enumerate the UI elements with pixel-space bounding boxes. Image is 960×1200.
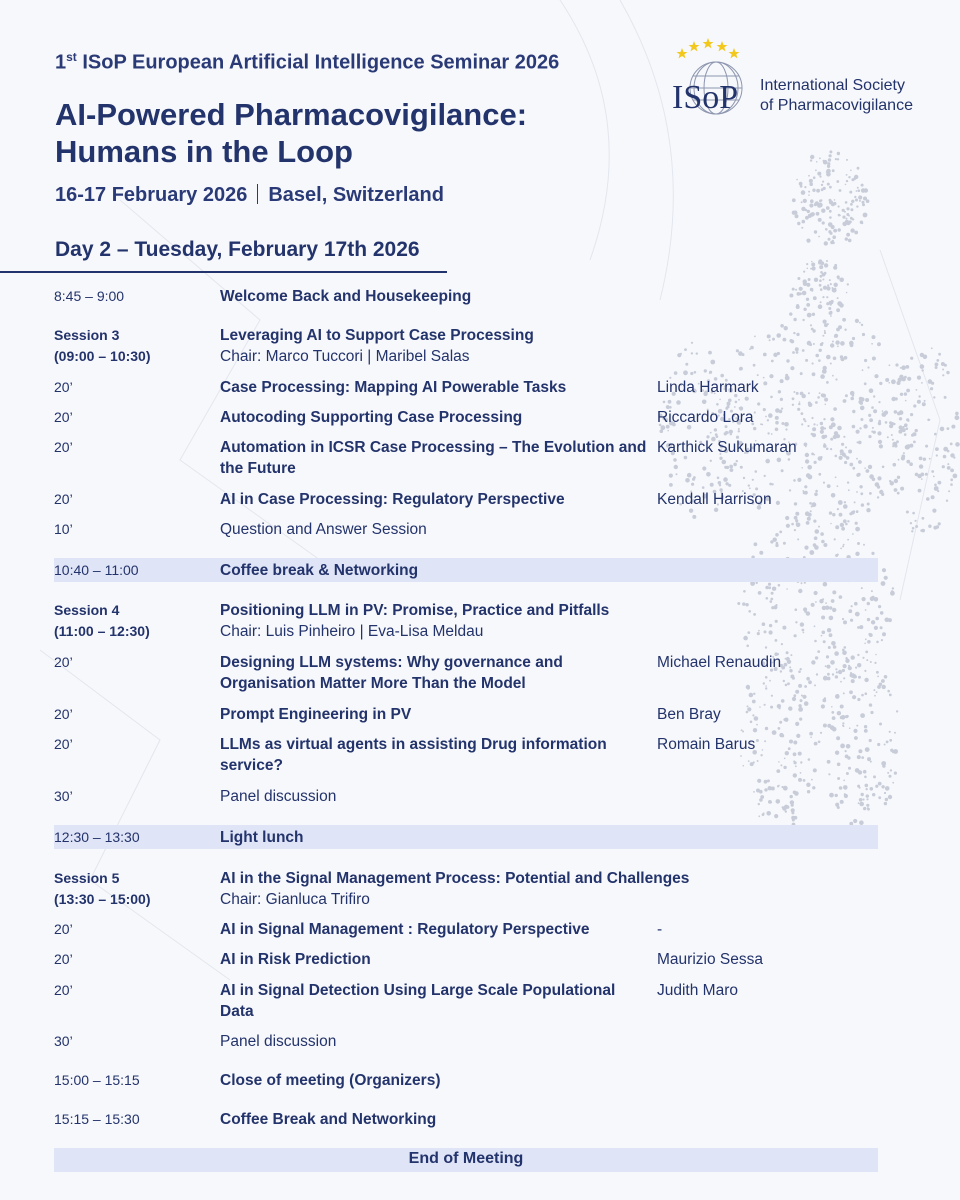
session-title: Positioning LLM in PV: Promise, Practice and Pitfalls Chair: Luis Pinheiro | Eva-Lisa Meldau — [220, 600, 650, 642]
event-date: 16-17 February 2026 — [55, 184, 248, 206]
agenda-title: Close of meeting (Organizers) — [220, 1072, 441, 1089]
agenda-time: 20’ — [54, 654, 73, 670]
agenda-speaker: Michael Renaudin — [657, 654, 782, 671]
agenda-title: Autocoding Supporting Case Processing — [220, 409, 523, 426]
svg-text:ISoP: ISoP — [672, 79, 739, 116]
agenda-title: Automation in ICSR Case Processing – The Evolution and the Future — [220, 439, 647, 477]
agenda-title: Panel discussion — [220, 1033, 337, 1050]
agenda-time: 20’ — [54, 409, 73, 425]
session-label: Session 3 (09:00 – 10:30) — [54, 327, 151, 364]
agenda-time: 12:30 – 13:30 — [54, 829, 140, 845]
agenda-time: 20’ — [54, 439, 73, 455]
agenda-time: 10:40 – 11:00 — [54, 562, 139, 578]
session-label: Session 4 (11:00 – 12:30) — [54, 602, 150, 639]
agenda-speaker: - — [657, 921, 663, 938]
session-title: Leveraging AI to Support Case Processing Chair: Marco Tuccori | Maribel Salas — [220, 325, 650, 367]
break-row — [54, 825, 878, 849]
session-chair: Chair: Marco Tuccori | Maribel Salas — [220, 348, 470, 365]
agenda-time: 15:00 – 15:15 — [54, 1072, 140, 1088]
agenda-time: 30’ — [54, 1033, 73, 1049]
agenda-time: 30’ — [54, 788, 73, 804]
agenda-time: 20’ — [54, 736, 73, 752]
agenda-speaker: Karthick Sukumaran — [657, 439, 797, 456]
session-title: AI in the Signal Management Process: Potential and Challenges Chair: Gianluca Trifiro — [220, 868, 780, 910]
agenda-title: AI in Risk Prediction — [220, 951, 371, 968]
break-row — [54, 558, 878, 582]
session-label: Session 5 (13:30 – 15:00) — [54, 870, 151, 907]
agenda-title: Prompt Engineering in PV — [220, 706, 412, 723]
agenda-speaker: Maurizio Sessa — [657, 951, 763, 968]
agenda-time: 20’ — [54, 982, 73, 998]
agenda-title: LLMs as virtual agents in assisting Drug information service? — [220, 736, 607, 774]
event-title: AI-Powered Pharmacovigilance: Humans in the Loop — [55, 97, 528, 169]
agenda-time: 15:15 – 15:30 — [54, 1111, 140, 1127]
agenda-title: AI in Case Processing: Regulatory Perspective — [220, 491, 565, 508]
agenda-time: 10’ — [54, 521, 73, 537]
agenda-time: 20’ — [54, 379, 73, 395]
end-of-meeting-bar — [54, 1148, 878, 1172]
agenda-title: AI in Signal Management : Regulatory Perspective — [220, 921, 590, 938]
agenda-title: Panel discussion — [220, 788, 337, 805]
seminar-name: 1st ISoP European Artificial Intelligence Seminar 2026 — [55, 50, 560, 74]
day-heading: Day 2 – Tuesday, February 17th 2026 — [55, 238, 420, 261]
agenda-title: Question and Answer Session — [220, 521, 427, 538]
agenda-title: Coffee break & Networking — [220, 562, 419, 579]
agenda-time: 20’ — [54, 951, 73, 967]
agenda-speaker: Riccardo Lora — [657, 409, 754, 426]
agenda-title: Case Processing: Mapping AI Powerable Tasks — [220, 379, 567, 396]
session-chair: Chair: Luis Pinheiro | Eva-Lisa Meldau — [220, 623, 484, 640]
agenda-speaker: Kendall Harrison — [657, 491, 772, 508]
agenda-time: 20’ — [54, 921, 73, 937]
agenda-title: Light lunch — [220, 829, 304, 846]
agenda-speaker: Romain Barus — [657, 736, 756, 753]
agenda-title: Welcome Back and Housekeeping — [220, 288, 472, 305]
agenda-time: 20’ — [54, 491, 73, 507]
event-location: Basel, Switzerland — [268, 184, 444, 206]
agenda-title: AI in Signal Detection Using Large Scale Populational Data — [220, 982, 616, 1020]
agenda-speaker: Judith Maro — [657, 982, 738, 999]
end-of-meeting-label: End of Meeting — [408, 1150, 524, 1167]
agenda-speaker: Ben Bray — [657, 706, 721, 723]
session-chair: Chair: Gianluca Trifiro — [220, 891, 370, 908]
agenda-time: 8:45 – 9:00 — [54, 288, 125, 304]
agenda-speaker: Linda Harmark — [657, 379, 759, 396]
agenda-title: Coffee Break and Networking — [220, 1111, 437, 1128]
agenda-time: 20’ — [54, 706, 73, 722]
org-name: International Society of Pharmacovigilance — [760, 77, 913, 114]
agenda-title: Designing LLM systems: Why governance and Organisation Matter More Than the Model — [220, 654, 563, 692]
